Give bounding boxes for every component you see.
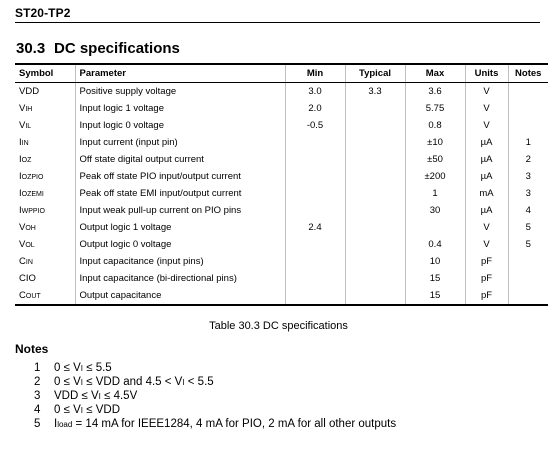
cell-notes (508, 100, 548, 117)
section-number: 30.3 (16, 40, 46, 57)
cell-notes: 1 (508, 134, 548, 151)
cell-typical (345, 202, 405, 219)
cell-min: 2.0 (285, 100, 345, 117)
symbol-subscript: IL (25, 123, 32, 130)
cell-typical (345, 253, 405, 270)
cell-notes: 2 (508, 151, 548, 168)
cell-notes: 3 (508, 185, 548, 202)
cell-notes (508, 117, 548, 134)
cell-typical (345, 219, 405, 236)
table-row (15, 236, 548, 253)
cell-max: ±50 (405, 151, 465, 168)
symbol-subscript: OUT (25, 293, 41, 300)
note-text: ≤ 4.5V (100, 390, 138, 402)
cell-parameter: Output capacitance (75, 287, 285, 305)
table-row (15, 168, 548, 185)
document-header-title: ST20-TP2 (15, 6, 71, 20)
cell-symbol (15, 287, 75, 305)
cell-typical (345, 117, 405, 134)
cell-min: 2.4 (285, 219, 345, 236)
cell-typical (345, 270, 405, 287)
note-text: < 5.5 (184, 376, 214, 388)
cell-max: 0.8 (405, 117, 465, 134)
cell-symbol (15, 236, 75, 253)
cell-min: -0.5 (285, 117, 345, 134)
cell-typical (345, 168, 405, 185)
cell-parameter: Input capacitance (bi-directional pins) (75, 270, 285, 287)
symbol-subscript: WPPIO (21, 208, 45, 215)
note-text: ≤ VDD and 4.5 < V (83, 376, 183, 388)
note-number: 3 (34, 390, 41, 402)
cell-min (285, 202, 345, 219)
cell-units: pF (465, 270, 508, 287)
dc-specifications-table (15, 63, 548, 306)
note-item (34, 417, 396, 431)
cell-typical: 3.3 (345, 83, 405, 101)
note-number: 5 (34, 418, 41, 430)
note-subscript: I (80, 364, 84, 373)
note-subscript: I (80, 406, 84, 415)
cell-symbol (15, 100, 75, 117)
table-row (15, 83, 548, 101)
symbol-main: I (19, 137, 22, 148)
cell-notes: 3 (508, 168, 548, 185)
cell-max: ±200 (405, 168, 465, 185)
cell-notes (508, 287, 548, 305)
note-text: ≤ 5.5 (83, 362, 112, 374)
symbol-main: VDD (19, 86, 40, 97)
cell-typical (345, 134, 405, 151)
cell-symbol (15, 83, 75, 101)
column-header-parameter: Parameter (75, 64, 285, 83)
cell-units: V (465, 219, 508, 236)
cell-max: 15 (405, 270, 465, 287)
cell-max: 3.6 (405, 83, 465, 101)
symbol-main: V (19, 239, 26, 250)
note-number: 2 (34, 376, 41, 388)
column-header-notes: Notes (508, 64, 548, 83)
symbol-main: I (19, 205, 22, 216)
cell-symbol (15, 270, 75, 287)
cell-symbol (15, 117, 75, 134)
cell-min (285, 151, 345, 168)
note-item (34, 389, 396, 403)
table-row (15, 253, 548, 270)
table-row (15, 117, 548, 134)
column-header-min: Min (285, 64, 345, 83)
cell-notes (508, 270, 548, 287)
column-header-symbol: Symbol (15, 64, 75, 83)
cell-symbol (15, 151, 75, 168)
symbol-main: V (19, 103, 26, 114)
symbol-main: C (19, 256, 26, 267)
notes-list (34, 361, 396, 431)
cell-typical (345, 100, 405, 117)
symbol-subscript: OL (25, 242, 35, 249)
cell-min: 3.0 (285, 83, 345, 101)
symbol-subscript: OH (25, 225, 36, 232)
cell-parameter: Positive supply voltage (75, 83, 285, 101)
cell-min (285, 287, 345, 305)
cell-parameter: Output logic 1 voltage (75, 219, 285, 236)
table-row (15, 134, 548, 151)
cell-min (285, 168, 345, 185)
cell-max: 0.4 (405, 236, 465, 253)
cell-min (285, 270, 345, 287)
cell-units: V (465, 83, 508, 101)
table-row (15, 202, 548, 219)
cell-parameter: Peak off state EMI input/output current (75, 185, 285, 202)
table-caption: Table 30.3 DC specifications (209, 320, 348, 332)
symbol-main: V (19, 222, 26, 233)
cell-typical (345, 185, 405, 202)
cell-parameter: Input current (input pin) (75, 134, 285, 151)
cell-parameter: Input logic 0 voltage (75, 117, 285, 134)
note-text: 0 ≤ V (54, 404, 81, 416)
cell-min (285, 134, 345, 151)
note-subscript: load (57, 420, 73, 429)
note-text: ≤ VDD (83, 404, 120, 416)
column-header-units: Units (465, 64, 508, 83)
table-header-row (15, 64, 548, 83)
cell-max: 15 (405, 287, 465, 305)
cell-symbol (15, 168, 75, 185)
symbol-subscript: OZPIO (21, 174, 44, 181)
symbol-subscript: OZEMI (21, 191, 44, 198)
cell-parameter: Output logic 0 voltage (75, 236, 285, 253)
cell-max: 1 (405, 185, 465, 202)
symbol-subscript: OZ (21, 157, 32, 164)
symbol-main: I (19, 154, 22, 165)
note-subscript: I (182, 378, 185, 387)
cell-max: 5.75 (405, 100, 465, 117)
cell-max: ±10 (405, 134, 465, 151)
symbol-main: I (19, 188, 22, 199)
note-text: VDD ≤ V (54, 390, 99, 402)
cell-symbol (15, 185, 75, 202)
cell-units: µA (465, 202, 508, 219)
cell-notes: 4 (508, 202, 548, 219)
note-item (34, 375, 396, 389)
cell-units: V (465, 236, 508, 253)
section-heading (16, 40, 180, 57)
table-row (15, 287, 548, 305)
cell-parameter: Input capacitance (input pins) (75, 253, 285, 270)
note-item (34, 361, 396, 375)
cell-min (285, 253, 345, 270)
notes-heading: Notes (15, 342, 49, 356)
cell-typical (345, 151, 405, 168)
table-row (15, 151, 548, 168)
cell-units: mA (465, 185, 508, 202)
column-header-typical: Typical (345, 64, 405, 83)
note-number: 1 (34, 362, 41, 374)
note-text: 0 ≤ V (54, 376, 81, 388)
note-subscript: I (98, 392, 101, 401)
cell-parameter: Peak off state PIO input/output current (75, 168, 285, 185)
cell-notes (508, 83, 548, 101)
symbol-main: CIO (19, 273, 36, 284)
table-row (15, 185, 548, 202)
table-row (15, 219, 548, 236)
symbol-subscript: IH (25, 106, 33, 113)
symbol-main: V (19, 120, 26, 131)
cell-min (285, 185, 345, 202)
cell-symbol (15, 253, 75, 270)
cell-notes: 5 (508, 236, 548, 253)
cell-parameter: Off state digital output current (75, 151, 285, 168)
cell-typical (345, 287, 405, 305)
cell-units: V (465, 117, 508, 134)
note-item (34, 403, 396, 417)
cell-symbol (15, 202, 75, 219)
cell-symbol (15, 134, 75, 151)
cell-min (285, 236, 345, 253)
symbol-main: C (19, 290, 26, 301)
note-number: 4 (34, 404, 41, 416)
cell-units: µA (465, 168, 508, 185)
symbol-subscript: IN (25, 259, 33, 266)
cell-units: pF (465, 253, 508, 270)
cell-max: 10 (405, 253, 465, 270)
note-subscript: I (80, 378, 84, 387)
note-text: 0 ≤ V (54, 362, 81, 374)
column-header-max: Max (405, 64, 465, 83)
cell-units: V (465, 100, 508, 117)
symbol-subscript: IN (21, 140, 29, 147)
symbol-main: I (19, 171, 22, 182)
cell-units: µA (465, 151, 508, 168)
section-title: DC specifications (54, 40, 180, 57)
cell-symbol (15, 219, 75, 236)
cell-notes: 5 (508, 219, 548, 236)
cell-parameter: Input logic 1 voltage (75, 100, 285, 117)
cell-notes (508, 253, 548, 270)
cell-max: 30 (405, 202, 465, 219)
cell-units: pF (465, 287, 508, 305)
header-rule (15, 22, 540, 23)
cell-parameter: Input weak pull-up current on PIO pins (75, 202, 285, 219)
cell-max (405, 219, 465, 236)
note-text: I (54, 418, 58, 430)
cell-typical (345, 236, 405, 253)
note-text: = 14 mA for IEEE1284, 4 mA for PIO, 2 mA for all other outputs (72, 418, 397, 430)
cell-units: µA (465, 134, 508, 151)
table-row (15, 270, 548, 287)
table-row (15, 100, 548, 117)
